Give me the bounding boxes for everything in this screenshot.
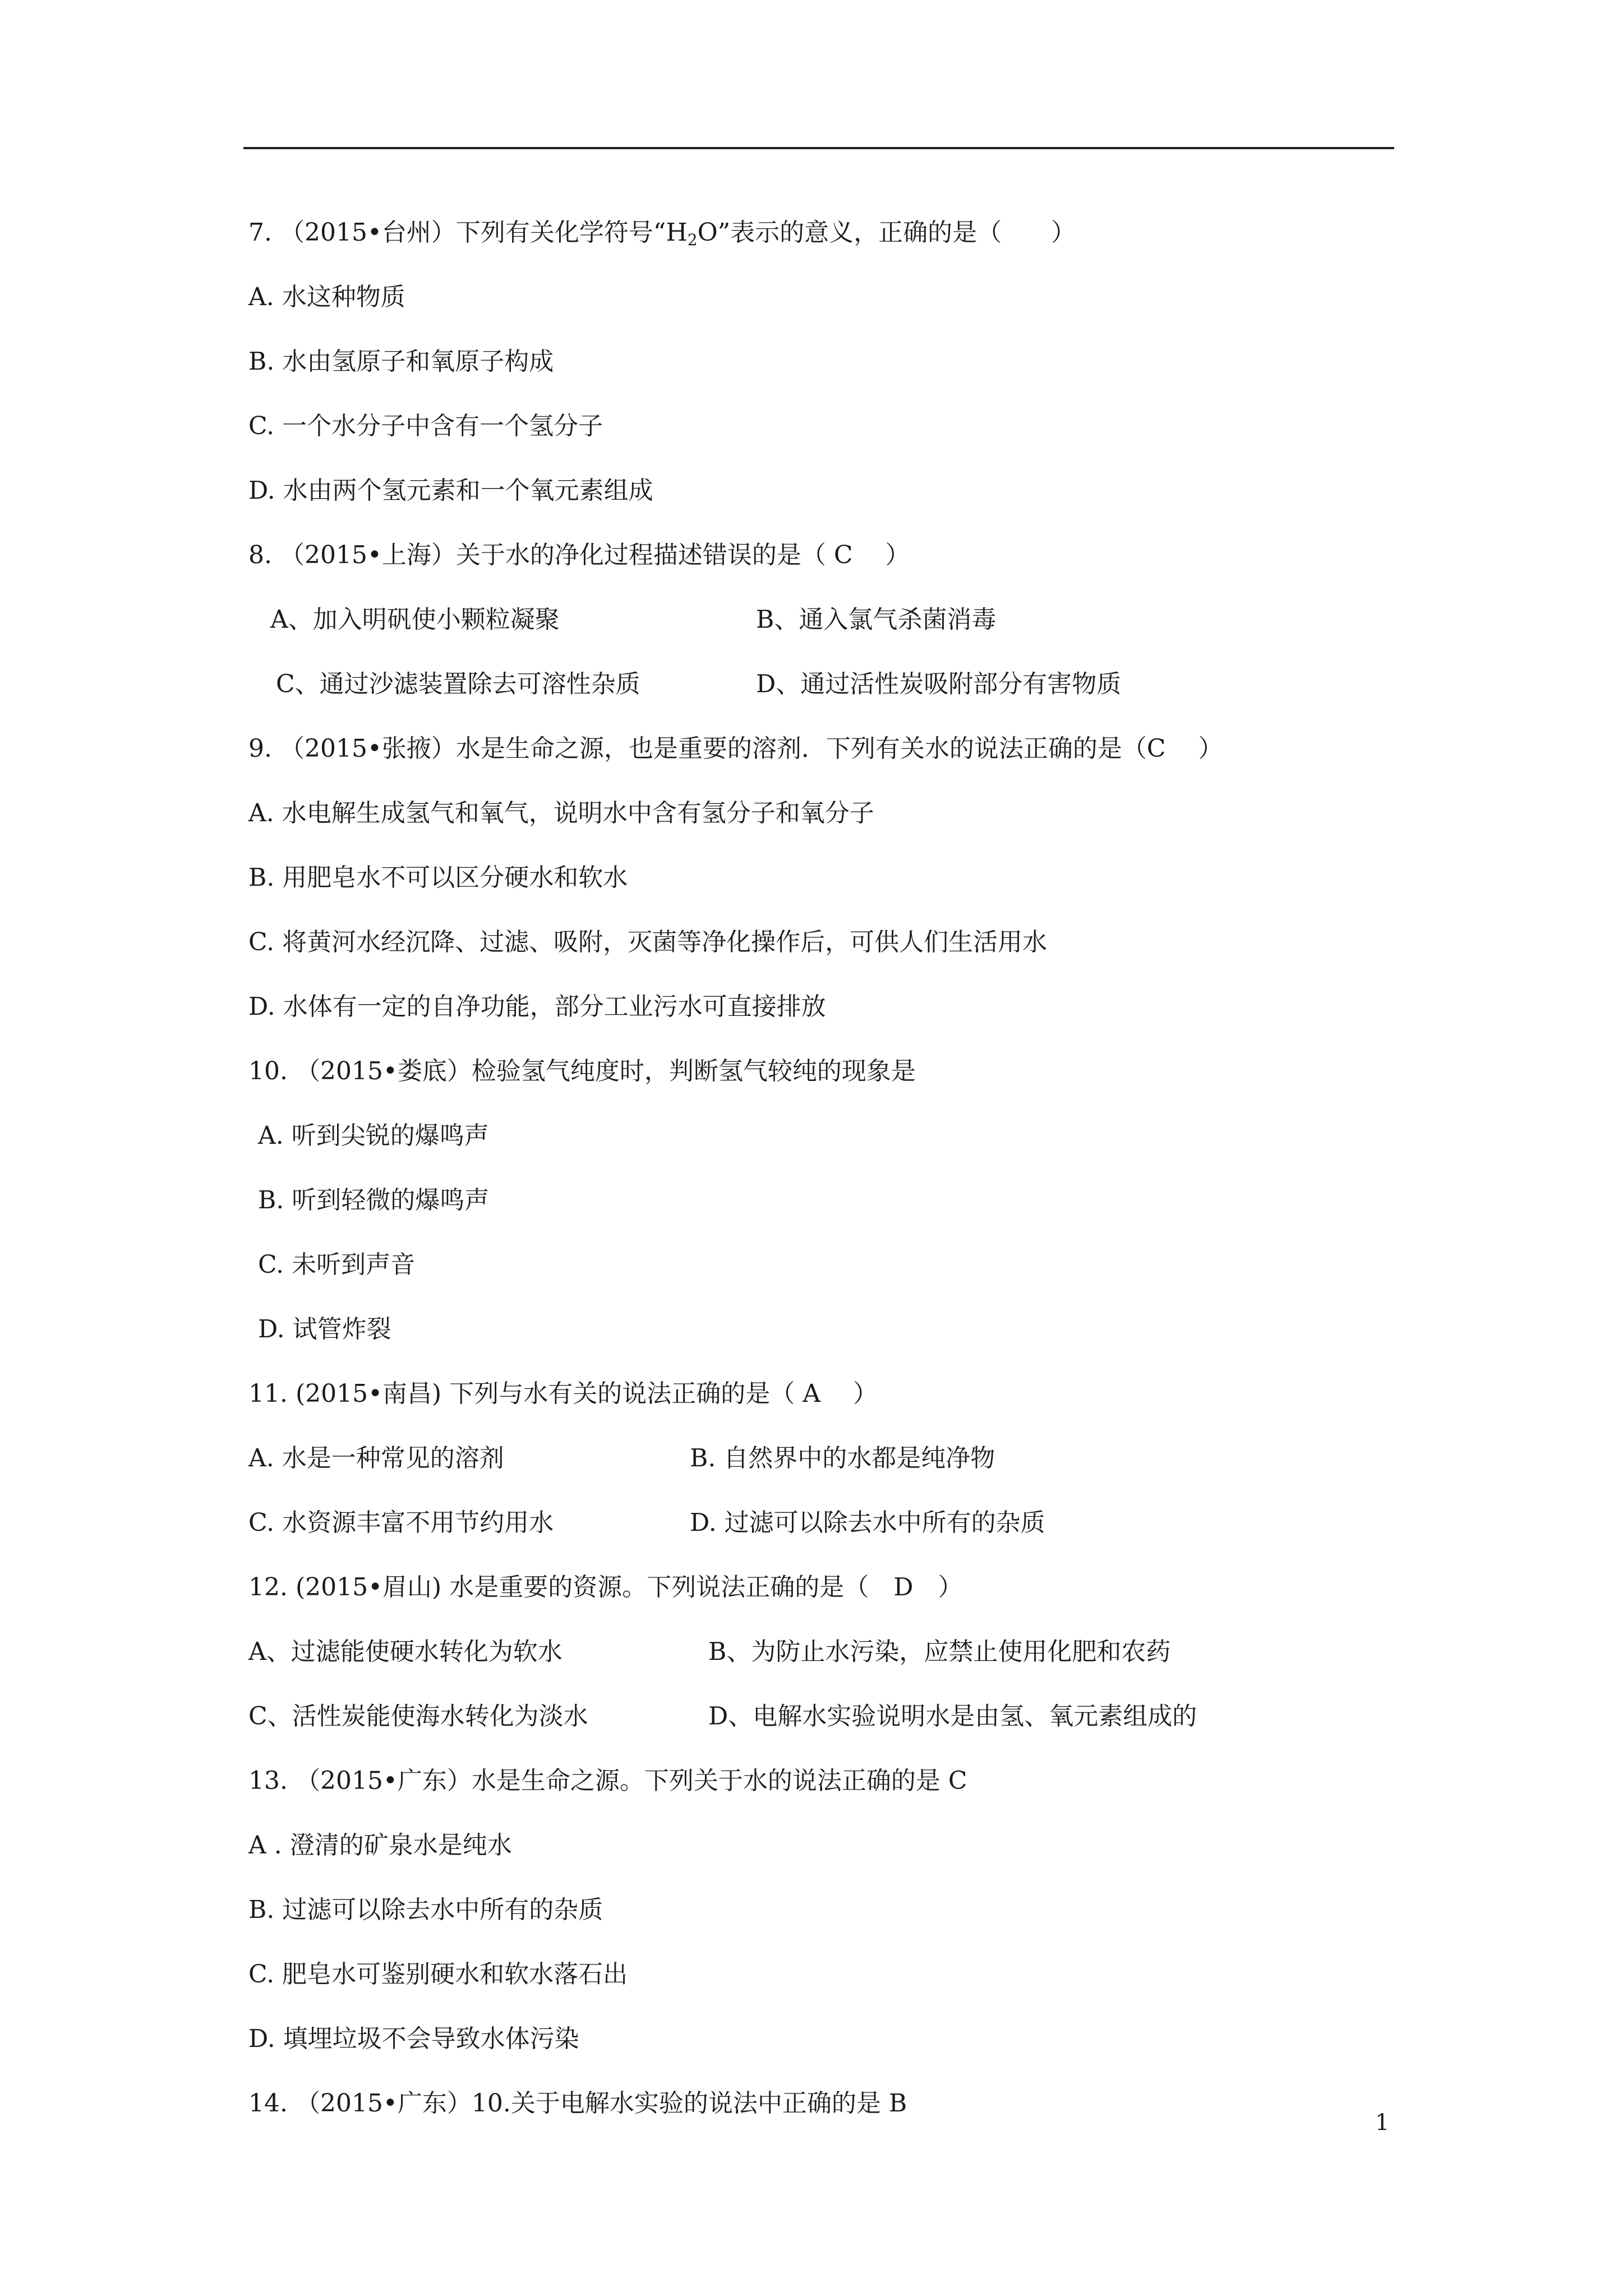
q8-option-b: B、通入氯气杀菌消毒 [756,605,997,634]
q9-option-a: A. 水电解生成氢气和氧气，说明水中含有氢分子和氧分子 [248,799,874,827]
q9-option-c: C. 将黄河水经沉降、过滤、吸附，灭菌等净化操作后，可供人们生活用水 [248,928,1048,956]
q8-stem: 8. （2015•上海）关于水的净化过程描述错误的是（ C ） [248,541,910,569]
q12-options-row2 [248,1700,1370,1733]
q10-option-b: B. 听到轻微的爆鸣声 [258,1186,490,1214]
q8-option-d: D、通过活性炭吸附部分有害物质 [756,670,1122,698]
q10-option-a: A. 听到尖锐的爆鸣声 [258,1121,489,1150]
q7-stem-part2: O”表示的意义，正确的是（ ） [697,218,1076,247]
q7-option-a: A. 水这种物质 [248,283,405,311]
q8-options-row1 [270,603,1392,637]
q13-option-d: D. 填埋垃圾不会导致水体污染 [248,2024,579,2053]
header-rule [243,147,1394,149]
page-number: 1 [1375,2110,1390,2136]
q12-option-d: D、电解水实验说明水是由氢、氧元素组成的 [708,1702,1197,1731]
q7-option-c: C. 一个水分子中含有一个氢分子 [248,412,603,440]
q7-option-d: D. 水由两个氢元素和一个氧元素组成 [248,476,653,505]
q11-option-c: C. 水资源丰富不用节约用水 [248,1508,554,1537]
q12-option-b: B、为防止水污染，应禁止使用化肥和农药 [708,1637,1171,1666]
q12-options-row1 [248,1635,1370,1669]
q8-options-row2 [270,668,1392,701]
q9-stem: 9. （2015•张掖）水是生命之源，也是重要的溶剂．下列有关水的说法正确的是（C ） [248,734,1223,763]
q10-option-d: D. 试管炸裂 [258,1315,391,1343]
q10-stem: 10. （2015•娄底）检验氢气纯度时，判断氢气较纯的现象是 [248,1057,916,1085]
q7-option-b: B. 水由氢原子和氧原子构成 [248,347,554,376]
q11-stem: 11. (2015•南昌) 下列与水有关的说法正确的是（ A ） [248,1379,878,1408]
q12-option-a: A、过滤能使硬水转化为软水 [248,1637,562,1666]
q13-option-c: C. 肥皂水可鉴别硬水和软水落石出 [248,1960,628,1989]
q11-options-row2 [248,1506,1370,1540]
q9-option-d: D. 水体有一定的自净功能，部分工业污水可直接排放 [248,992,826,1021]
q12-option-c: C、活性炭能使海水转化为淡水 [248,1702,588,1731]
q10-option-c: C. 未听到声音 [258,1250,416,1279]
q7-stem-part1: 7. （2015•台州）下列有关化学符号“H [248,218,688,247]
q9-option-b: B. 用肥皂水不可以区分硬水和软水 [248,863,628,892]
q7-stem [248,216,1076,250]
q8-option-a: A、加入明矾使小颗粒凝聚 [270,605,560,634]
q13-option-b: B. 过滤可以除去水中所有的杂质 [248,1895,603,1924]
q11-option-d: D. 过滤可以除去水中所有的杂质 [690,1508,1045,1537]
q8-option-c: C、通过沙滤装置除去可溶性杂质 [276,670,640,698]
q11-option-a: A. 水是一种常见的溶剂 [248,1444,504,1473]
q7-stem-subscript: 2 [687,231,698,249]
q12-stem: 12. (2015•眉山) 水是重要的资源。下列说法正确的是（ D ） [248,1573,963,1602]
q11-options-row1 [248,1442,1370,1475]
q14-stem: 14. （2015•广东）10.关于电解水实验的说法中正确的是 B [248,2089,907,2118]
q11-option-b: B. 自然界中的水都是纯净物 [690,1444,995,1473]
q13-option-a: A . 澄清的矿泉水是纯水 [248,1831,512,1860]
q13-stem: 13. （2015•广东）水是生命之源。下列关于水的说法正确的是 C [248,1766,967,1795]
